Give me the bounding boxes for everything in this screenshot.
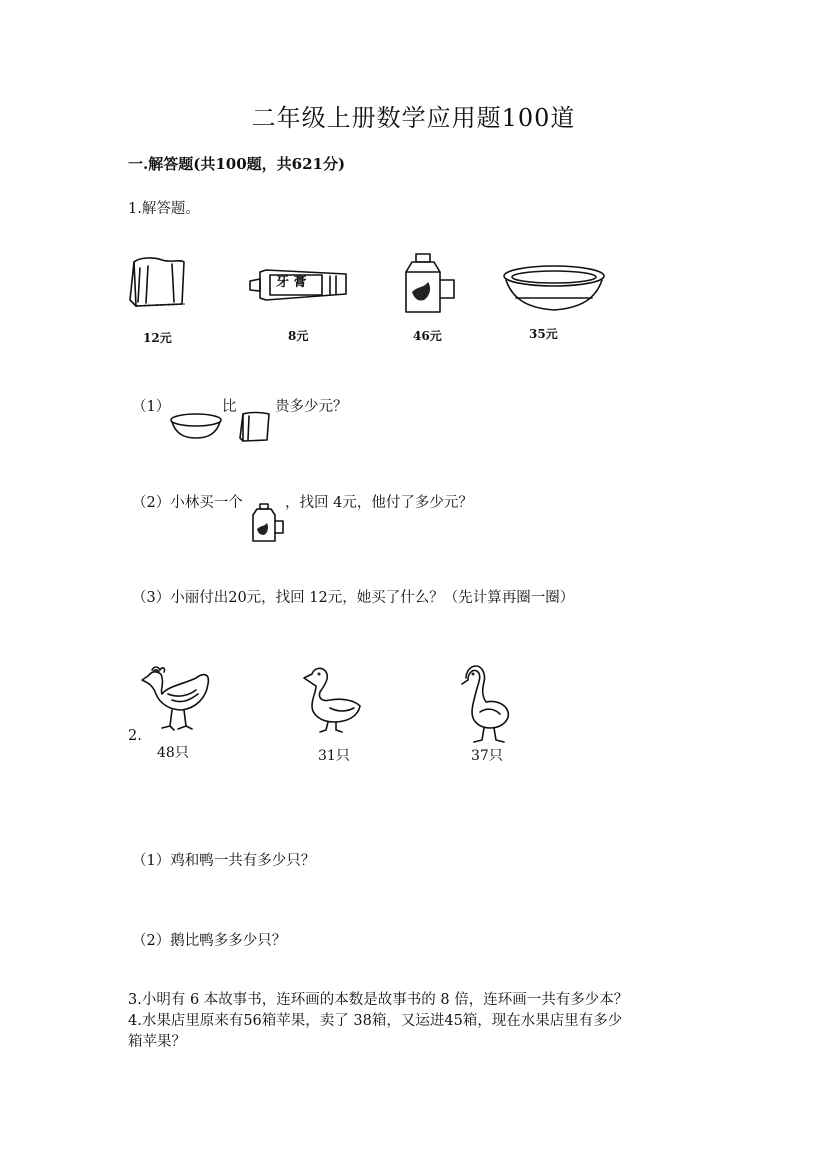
section-heading: 一.解答题(共100题，共621分) <box>128 155 346 173</box>
question-3: 3.小明有 6 本故事书，连环画的本数是故事书的 8 倍，连环画一共有多少本？ <box>128 992 629 1008</box>
toothpaste-price: 8元 <box>288 329 309 343</box>
question-1-label: 1.解答题。 <box>128 201 200 217</box>
q2-sub1: （1）鸡和鸭一共有多少只？ <box>132 853 316 869</box>
duck-count: 31只 <box>318 748 350 764</box>
basin-price: 35元 <box>529 327 558 341</box>
q1-sub1-mid: 比 <box>222 399 237 415</box>
towel-price: 12元 <box>143 331 172 345</box>
q1-sub2-suffix: ，找回 4元，他付了多少元？ <box>285 495 473 511</box>
page-title: 二年级上册数学应用题100道 <box>251 104 576 132</box>
jar-small-icon <box>251 503 285 543</box>
duck-icon <box>300 664 366 734</box>
q1-sub1-suffix: 贵多少元？ <box>275 399 348 415</box>
basin-icon <box>500 262 608 318</box>
goose-count: 37只 <box>471 748 503 764</box>
towel-small-icon <box>237 410 273 444</box>
towel-icon <box>126 254 190 312</box>
q1-sub2-prefix: （2）小林买一个 <box>132 495 243 511</box>
question-2-label: 2. <box>128 728 142 744</box>
chicken-count: 48只 <box>157 745 189 761</box>
question-4-line2: 箱苹果？ <box>128 1034 186 1050</box>
jar-price: 46元 <box>413 329 442 343</box>
goose-icon <box>458 662 516 746</box>
q1-sub1-prefix: （1） <box>132 399 171 415</box>
jar-icon <box>400 252 462 316</box>
q1-sub3: （3）小丽付出20元，找回 12元，她买了什么？（先计算再圈一圈） <box>132 590 575 606</box>
chicken-icon <box>138 664 214 734</box>
q2-sub2: （2）鹅比鸭多多少只？ <box>132 933 287 949</box>
toothpaste-label: 牙 膏 <box>276 275 307 290</box>
question-4-line1: 4.水果店里原来有56箱苹果，卖了 38箱，又运进45箱，现在水果店里有多少 <box>128 1013 623 1029</box>
basin-small-icon <box>168 412 224 442</box>
